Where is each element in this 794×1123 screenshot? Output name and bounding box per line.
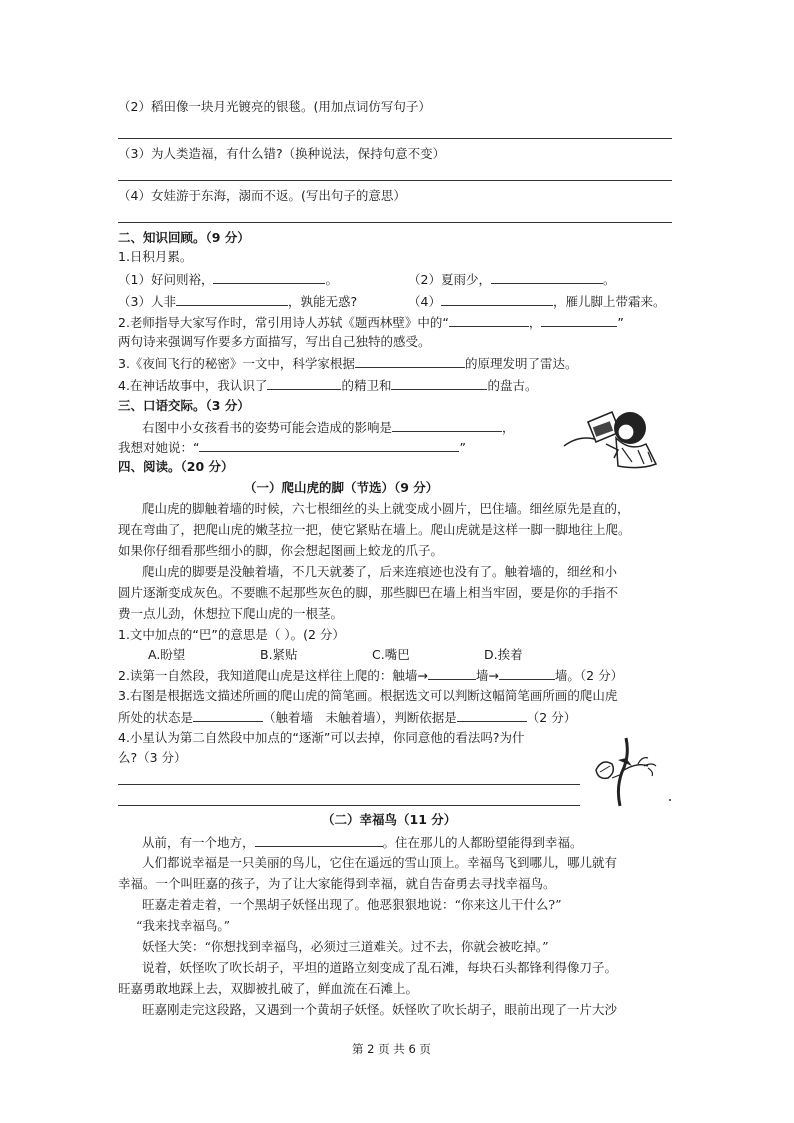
answer-blank[interactable] — [355, 354, 465, 368]
answer-blank[interactable] — [541, 313, 617, 327]
answer-blank[interactable] — [176, 292, 288, 306]
passage-2-text: 幸福。一个叫旺嘉的孩子，为了让大家能得到幸福，就自告奋勇去寻找幸福鸟。 — [118, 876, 556, 891]
answer-blank[interactable] — [391, 376, 487, 390]
passage-2-text: 说着，妖怪吹了吹长胡子，平坦的道路立刻变成了乱石滩，每块石头都锋利得像刀子。 — [142, 960, 618, 975]
answer-blank[interactable] — [441, 292, 553, 306]
creeper-vine-sketch — [582, 736, 678, 808]
passage-1-text: 圆片逐渐变成灰色。不要瞧不起那些灰色的脚，那些脚巴在墙上相当牢固，要是你的手指不 — [118, 585, 619, 600]
rewrite-item-4: （4）女娃游于东海，溺而不返。(写出句子的意思） — [118, 188, 406, 203]
oral-line-1: 右图中小女孩看书的姿势可能会造成的影响是 ， — [142, 420, 515, 435]
option-b[interactable]: B.紧贴 — [260, 647, 298, 662]
knowledge-q2: 2.老师指导大家写作时，常引用诗人苏轼《题西林壁》中的“ ， ” — [118, 315, 624, 330]
passage-1-text: 现在弯曲了，把爬山虎的嫩茎拉一把，使它紧贴在墙上。爬山虎就是这样一脚一脚地往上爬。 — [118, 522, 631, 537]
passage-1-title: （一）爬山虎的脚（节选）（9 分） — [244, 480, 439, 495]
answer-blank[interactable] — [457, 708, 527, 722]
section-heading-oral: 三、口语交际。（3 分） — [118, 398, 250, 413]
passage-1-text: 爬山虎的脚要是没触着墙，不几天就萎了，后来连痕迹也没有了。触着墙的，细丝和小 — [142, 564, 618, 579]
passage-1-q4-cont: 么?（3 分） — [118, 750, 187, 765]
answer-line[interactable] — [118, 180, 672, 181]
passage-1-q1: 1.文中加点的“巴”的意思是（ ）。(2 分） — [118, 627, 345, 642]
option-a[interactable]: A.盼望 — [148, 647, 186, 662]
answer-blank[interactable] — [255, 833, 383, 847]
passage-2-title: （二）幸福鸟（11 分） — [322, 812, 457, 827]
knowledge-q1-4: （4） ，雁儿脚上带霜来。 — [408, 294, 666, 309]
page-footer: 第 2 页 共 6 页 — [352, 1042, 431, 1056]
passage-2-text: 旺嘉走着走着，一个黑胡子妖怪出现了。他恶狠狠地说：“你来这儿干什么?” — [142, 897, 562, 912]
answer-blank[interactable] — [499, 666, 555, 680]
passage-2-text: 妖怪大笑：“你想找到幸福鸟，必须过三道难关。过不去，你就会被吃掉。” — [142, 939, 549, 954]
knowledge-q3: 3.《夜间飞行的秘密》一文中，科学家根据 的原理发明了雷达。 — [118, 356, 578, 371]
passage-2-text: 旺嘉勇敢地踩上去，双脚被扎破了，鲜血流在石滩上。 — [118, 981, 419, 996]
knowledge-q1: 1.日积月累。 — [118, 249, 193, 264]
answer-line[interactable] — [118, 138, 672, 139]
passage-1-text: 爬山虎的脚触着墙的时候，六七根细丝的头上就变成小圆片，巴住墙。细丝原先是直的， — [142, 501, 630, 516]
answer-blank[interactable] — [392, 418, 502, 432]
rewrite-item-2: （2）稻田像一块月光镀亮的银毯。(用加点词仿写句子） — [118, 99, 431, 114]
passage-1-q3: 3.右图是根据选文描述所画的爬山虎的简笔画。根据选文可以判断这幅简笔画所画的爬山虎 — [118, 688, 618, 703]
answer-line[interactable] — [118, 784, 580, 785]
answer-line[interactable] — [118, 222, 672, 223]
knowledge-q1-2: （2）夏雨少， 。 — [408, 272, 616, 287]
knowledge-q1-3: （3）人非 ，孰能无惑? — [118, 294, 358, 309]
girl-reading-illustration — [560, 404, 672, 474]
passage-2-text: “我来找幸福鸟。” — [136, 918, 231, 933]
answer-blank[interactable] — [449, 313, 529, 327]
rewrite-item-3: （3）为人类造福，有什么错?（换种说法，保持句意不变） — [118, 146, 446, 161]
passage-1-q4: 4.小星认为第二自然段中加点的“逐渐”可以去掉，你同意他的看法吗?为什 — [118, 730, 525, 745]
passage-1-q3-cont: 所处的状态是 （触着墙 未触着墙），判断依据是 （2 分） — [118, 710, 577, 725]
passage-1-text: 如果你仔细看那些细小的脚，你会想起图画上蛟龙的爪子。 — [118, 543, 444, 558]
section-heading-knowledge: 二、知识回顾。（9 分） — [118, 230, 250, 245]
knowledge-q2-cont: 两句诗来强调写作要多方面描写，写出自己独特的感受。 — [118, 334, 431, 349]
answer-blank[interactable] — [491, 270, 603, 284]
passage-2-text: 旺嘉刚走完这段路，又遇到一个黄胡子妖怪。妖怪吹了吹长胡子，眼前出现了一片大沙 — [142, 1002, 618, 1017]
passage-2-text: 人们都说幸福是一只美丽的鸟儿，它住在遥远的雪山顶上。幸福鸟飞到哪儿，哪儿就有 — [142, 855, 618, 870]
option-c[interactable]: C.嘴巴 — [372, 647, 410, 662]
answer-blank[interactable] — [428, 666, 476, 680]
answer-blank[interactable] — [213, 270, 325, 284]
knowledge-q4: 4.在神话故事中，我认识了 的精卫和 的盘古。 — [118, 378, 538, 393]
answer-blank[interactable] — [193, 708, 263, 722]
section-heading-reading: 四、阅读。（20 分） — [118, 459, 234, 474]
passage-1-text: 费一点儿劲，休想拉下爬山虎的一根茎。 — [118, 606, 344, 621]
answer-line[interactable] — [118, 805, 580, 806]
knowledge-q1-1: （1）好问则裕， 。 — [118, 272, 338, 287]
answer-blank[interactable] — [267, 376, 341, 390]
answer-blank[interactable] — [199, 438, 459, 452]
passage-2-text: 从前，有一个地方， 。住在那儿的人都盼望能得到幸福。 — [142, 835, 583, 850]
passage-1-q2: 2.读第一自然段，我知道爬山虎是这样往上爬的：触墙→ 墙→ 墙。（2 分） — [118, 668, 624, 683]
option-d[interactable]: D.挨着 — [484, 647, 523, 662]
oral-line-2: 我想对她说：“ ” — [118, 440, 466, 455]
